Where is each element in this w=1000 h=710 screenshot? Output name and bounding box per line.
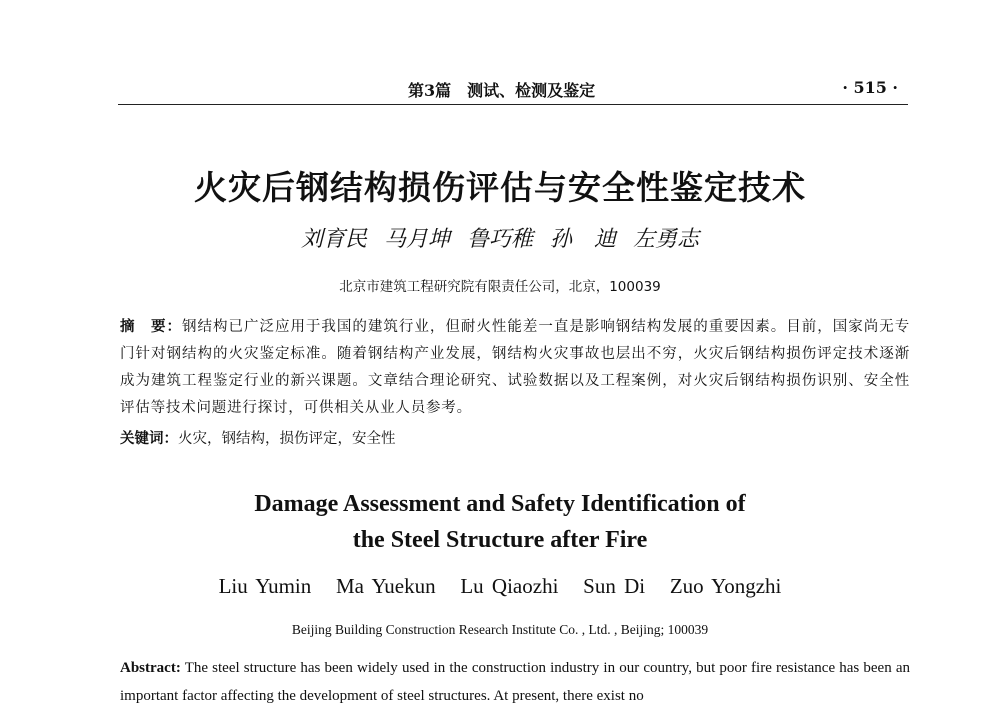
authors-chinese bbox=[0, 222, 1000, 253]
author-en: Liu Yumin bbox=[218, 574, 312, 598]
page-number: · 515 · bbox=[842, 78, 898, 97]
author-cn: 马月坤 bbox=[383, 227, 450, 252]
authors-english bbox=[0, 574, 1000, 599]
author-cn: 刘育民 bbox=[300, 227, 367, 252]
author-cn: 孙 迪 bbox=[550, 227, 617, 252]
author-en: Zuo Yongzhi bbox=[669, 574, 782, 598]
keywords-text-cn: 火灾，钢结构，损伤评定，安全性 bbox=[178, 431, 396, 447]
keywords-label-cn: 关键词： bbox=[120, 431, 178, 447]
keywords-chinese bbox=[120, 428, 910, 450]
abstract-english bbox=[120, 654, 910, 710]
chapter-title: 第3篇 测试、检测及鉴定 bbox=[408, 81, 596, 100]
affiliation-chinese: 北京市建筑工程研究院有限责任公司，北京，100039 bbox=[339, 279, 661, 295]
title-english bbox=[0, 486, 1000, 558]
abstract-chinese bbox=[120, 314, 910, 422]
title-en-line2: the Steel Structure after Fire bbox=[352, 527, 648, 553]
author-en: Ma Yuekun bbox=[335, 574, 436, 598]
affiliation-english: Beijing Building Construction Research Institute Co. , Ltd. , Beijing; 100039 bbox=[291, 622, 709, 637]
title-chinese: 火灾后钢结构损伤评估与安全性鉴定技术 bbox=[194, 168, 806, 207]
author-en: Sun Di bbox=[583, 574, 646, 598]
abstract-label-en: Abstract: bbox=[120, 660, 181, 676]
author-cn: 左勇志 bbox=[633, 227, 700, 252]
header-rule bbox=[118, 104, 908, 105]
abstract-text-en: The steel structure has been widely used in the construction industry in our country, but poor fire resistance has been an important factor affecting the development of steel structures. At present, there exist no bbox=[120, 660, 910, 704]
author-cn: 鲁巧稚 bbox=[466, 227, 533, 252]
abstract-label-cn: 摘 要： bbox=[120, 319, 182, 335]
author-en: Lu Qiaozhi bbox=[460, 574, 559, 598]
abstract-text-cn: 钢结构已广泛应用于我国的建筑行业，但耐火性能差一直是影响钢结构发展的重要因素。目前，国家尚无专门针对钢结构的火灾鉴定标准。随着钢结构产业发展，钢结构火灾事故也层出不穷，火灾后钢结构损伤评定技术逐渐成为建筑工程鉴定行业的新兴课题。文章结合理论研究、试验数据以及工程案例，对火灾后钢结构损伤识别、安全性评估等技术问题进行探讨，可供相关从业人员参考。 bbox=[120, 319, 910, 416]
running-header bbox=[118, 78, 908, 106]
title-en-line1: Damage Assessment and Safety Identification of bbox=[254, 491, 746, 517]
